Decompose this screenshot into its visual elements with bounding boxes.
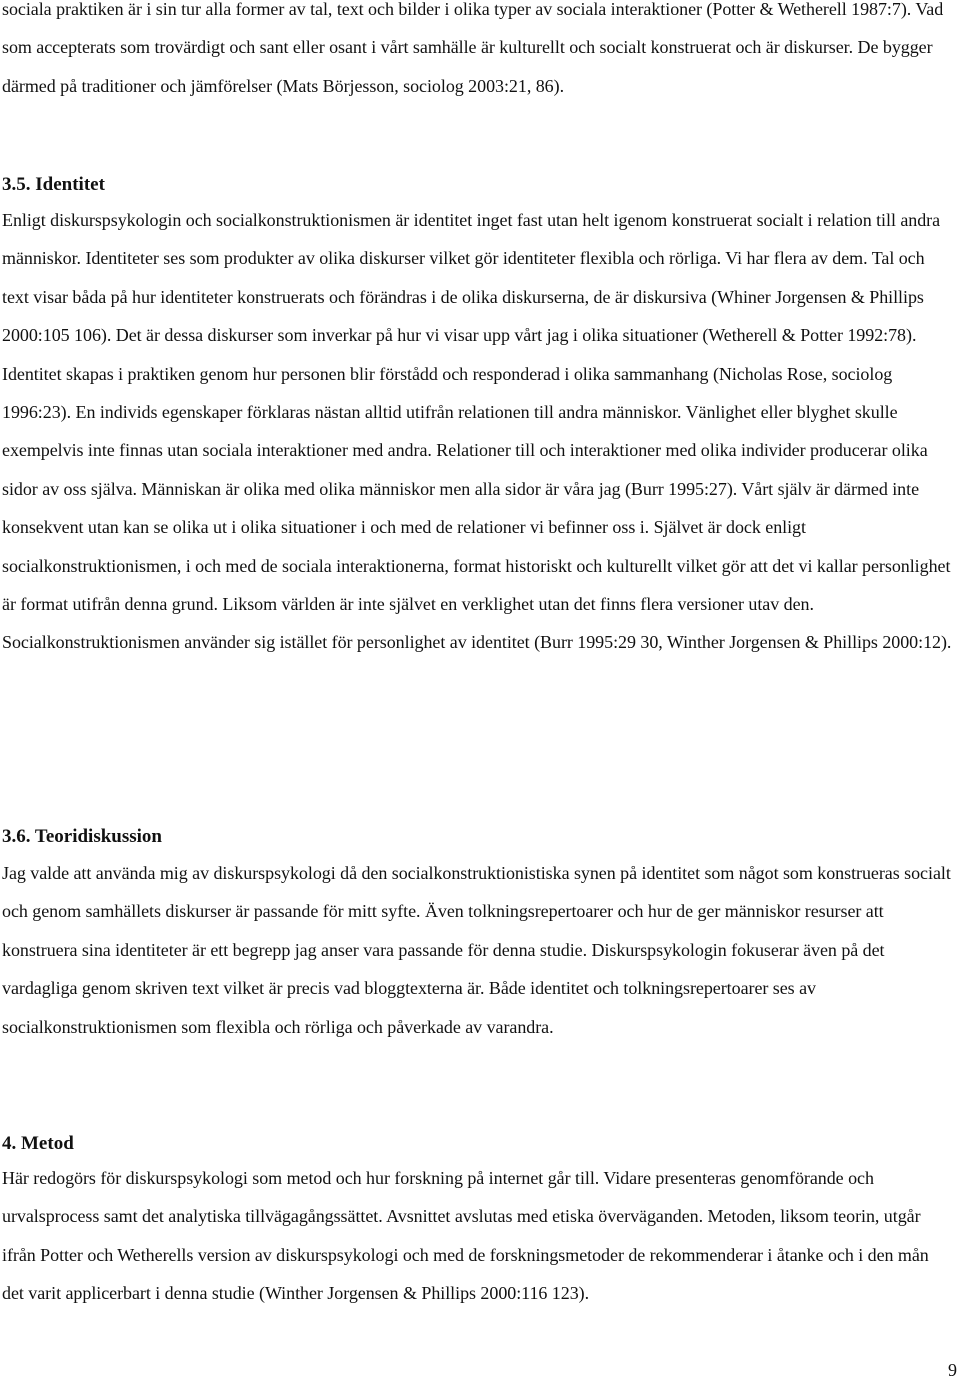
- section-body-metod: Här redogörs för diskurspsykologi som metod och hur forskning på internet går till. Vidare presenteras genomförande och urvalsprocess samt det analytiska tillvägagångssättet. Avsnittet avslutas med etiska överväganden. Metoden, liksom teorin, utgår ifrån Potter och Wetherells version av diskurspsykologi och med de forskningsmetoder de rekommenderar i åtanke och i den mån det varit applicerbart i denna studie (Winther Jorgensen & Phillips 2000:116 123).: [2, 1168, 929, 1304]
- intro-paragraph: sociala praktiken är i sin tur alla former av tal, text och bilder i olika typer av sociala interaktioner (Potter & Wetherell 1987:7). Vad som accepterats som trovärdigt och sant eller osant i vårt samhälle är kulturellt och socialt konstruerat och är diskurser. De bygger därmed på traditioner och jämförelser (Mats Börjesson, sociolog 2003:21, 86).: [2, 0, 944, 96]
- section-body-identitet: Enligt diskurspsykologin och socialkonstruktionismen är identitet inget fast utan helt igenom konstruerat socialt i relation till andra människor. Identiteter ses som produkter av olika diskurser vilket gör identiteter flexibla och rörliga. Vi har flera av dem. Tal och text visar båda på hur identiteter konstruerats och förändras i de olika diskurserna, de är diskursiva (Whiner Jorgensen & Phillips 2000:105 106). Det är dessa diskurser som inverkar på hur vi visar upp vårt jag i olika situationer (Wetherell & Potter 1992:78). Identitet skapas i praktiken genom hur personen blir förstådd och responderad i olika sammanhang (Nicholas Rose, sociolog 1996:23). En individs egenskaper förklaras nästan alltid utifrån relationen till andra människor. Vänlighet eller blyghet skulle exempelvis inte finnas utan sociala interaktioner med andra. Relationer till och interaktioner med olika individer producerar olika sidor av oss själva. Människan är olika med olika människor men alla sidor är våra jag (Burr 1995:27). Vårt själv är därmed inte konsekvent utan kan se olika ut i olika situationer i och med de relationer vi befinner oss i. Självet är dock enligt socialkonstruktionismen, i och med de sociala interaktionerna, format historiskt och kulturellt vilket gör att det vi kallar personlighet är format utifrån denna grund. Liksom världen är inte självet en verklighet utan det finns flera versioner utav den. Socialkonstruktionismen använder sig istället för personlighet av identitet (Burr 1995:29 30, Winther Jorgensen & Phillips 2000:12).: [2, 210, 952, 653]
- section-heading-metod: 4. Metod: [2, 1133, 74, 1154]
- section-body-teoridiskussion: Jag valde att använda mig av diskurspsykologi då den socialkonstruktionistiska synen på identitet som något som konstrueras socialt och genom samhällets diskurser är passande för mitt syfte. Även tolkningsrepertoarer och hur de ger människor resurser att konstruera sina identiteter är ett begrepp jag anser vara passande för denna studie. Diskurspsykologin fokuserar även på det vardagliga genom skriven text vilket är precis vad bloggtexterna är. Både identitet och tolkningsrepertoarer ses av socialkonstruktionismen som flexibla och rörliga och påverkade av varandra.: [2, 863, 951, 1037]
- section-heading-identitet: 3.5. Identitet: [2, 174, 105, 195]
- page-number: 9: [948, 1360, 957, 1380]
- section-heading-teoridiskussion: 3.6. Teoridiskussion: [2, 826, 162, 847]
